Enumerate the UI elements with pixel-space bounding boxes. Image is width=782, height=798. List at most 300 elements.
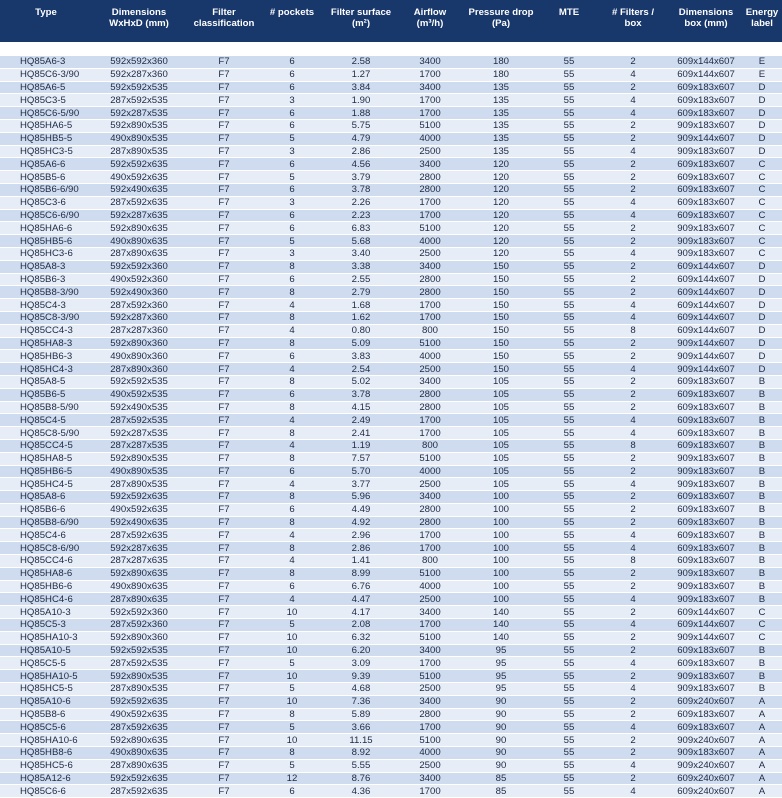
table-row [0, 145, 782, 158]
cell-energy-label: D [742, 132, 782, 145]
cell-dimensions: 287x592x360 [92, 299, 186, 312]
cell-mte: 55 [542, 350, 596, 363]
cell-filters-per-box: 4 [596, 209, 670, 222]
cell-pressure-drop: 105 [460, 401, 542, 414]
cell-pockets: 8 [262, 567, 322, 580]
cell-filters-per-box: 2 [596, 273, 670, 286]
cell-pressure-drop: 150 [460, 324, 542, 337]
cell-box-dimensions: 609x183x607 [670, 439, 742, 452]
cell-pressure-drop: 95 [460, 657, 542, 670]
table-row [0, 759, 782, 772]
cell-surface: 2.96 [322, 529, 400, 542]
cell-box-dimensions: 909x183x607 [670, 593, 742, 606]
cell-surface: 0.80 [322, 324, 400, 337]
table-row [0, 119, 782, 132]
cell-type: HQ85A10-3 [0, 606, 92, 619]
cell-filters-per-box: 4 [596, 593, 670, 606]
table-row [0, 247, 782, 260]
cell-dimensions: 287x592x535 [92, 657, 186, 670]
cell-surface: 3.84 [322, 81, 400, 94]
cell-classification: F7 [186, 375, 262, 388]
cell-surface: 1.88 [322, 107, 400, 120]
cell-classification: F7 [186, 260, 262, 273]
cell-airflow: 4000 [400, 580, 460, 593]
cell-box-dimensions: 909x183x607 [670, 683, 742, 696]
cell-energy-label: B [742, 516, 782, 529]
cell-pressure-drop: 85 [460, 785, 542, 798]
cell-mte: 55 [542, 772, 596, 785]
cell-pockets: 8 [262, 375, 322, 388]
cell-classification: F7 [186, 286, 262, 299]
cell-energy-label: B [742, 388, 782, 401]
table-row [0, 465, 782, 478]
cell-mte: 55 [542, 721, 596, 734]
table-row [0, 439, 782, 452]
cell-box-dimensions: 909x183x607 [670, 145, 742, 158]
table-row [0, 209, 782, 222]
cell-surface: 7.36 [322, 695, 400, 708]
cell-energy-label: B [742, 567, 782, 580]
cell-dimensions: 490x592x360 [92, 273, 186, 286]
cell-classification: F7 [186, 785, 262, 798]
cell-airflow: 1700 [400, 107, 460, 120]
cell-classification: F7 [186, 772, 262, 785]
cell-box-dimensions: 909x240x607 [670, 759, 742, 772]
cell-surface: 3.09 [322, 657, 400, 670]
cell-dimensions: 592x490x635 [92, 183, 186, 196]
cell-type: HQ85HB6-5 [0, 465, 92, 478]
cell-type: HQ85C8-6/90 [0, 542, 92, 555]
cell-airflow: 5100 [400, 222, 460, 235]
cell-type: HQ85C6-3/90 [0, 68, 92, 81]
cell-airflow: 1700 [400, 299, 460, 312]
cell-energy-label: C [742, 235, 782, 248]
cell-filters-per-box: 2 [596, 235, 670, 248]
cell-mte: 55 [542, 785, 596, 798]
cell-type: HQ85HB5-5 [0, 132, 92, 145]
header-gap [0, 42, 782, 56]
cell-dimensions: 490x890x360 [92, 350, 186, 363]
cell-pressure-drop: 150 [460, 337, 542, 350]
cell-box-dimensions: 609x144x607 [670, 260, 742, 273]
table-row [0, 427, 782, 440]
cell-filters-per-box: 2 [596, 350, 670, 363]
cell-classification: F7 [186, 337, 262, 350]
cell-mte: 55 [542, 683, 596, 696]
cell-dimensions: 592x592x635 [92, 772, 186, 785]
cell-mte: 55 [542, 695, 596, 708]
cell-mte: 55 [542, 491, 596, 504]
table-row [0, 324, 782, 337]
cell-classification: F7 [186, 555, 262, 568]
cell-energy-label: B [742, 465, 782, 478]
table-row [0, 286, 782, 299]
cell-airflow: 3400 [400, 260, 460, 273]
cell-classification: F7 [186, 465, 262, 478]
cell-type: HQ85B5-6 [0, 171, 92, 184]
cell-airflow: 2500 [400, 759, 460, 772]
cell-pockets: 4 [262, 593, 322, 606]
cell-airflow: 2500 [400, 247, 460, 260]
cell-energy-label: A [742, 721, 782, 734]
cell-type: HQ85HC5-5 [0, 683, 92, 696]
cell-type: HQ85A6-6 [0, 158, 92, 171]
cell-mte: 55 [542, 452, 596, 465]
cell-pressure-drop: 100 [460, 491, 542, 504]
cell-airflow: 2500 [400, 683, 460, 696]
cell-energy-label: C [742, 619, 782, 632]
cell-filters-per-box: 2 [596, 516, 670, 529]
cell-energy-label: D [742, 119, 782, 132]
cell-filters-per-box: 4 [596, 145, 670, 158]
cell-airflow: 1700 [400, 619, 460, 632]
cell-mte: 55 [542, 567, 596, 580]
cell-pockets: 4 [262, 529, 322, 542]
cell-classification: F7 [186, 68, 262, 81]
cell-mte: 55 [542, 631, 596, 644]
cell-surface: 1.27 [322, 68, 400, 81]
cell-filters-per-box: 2 [596, 260, 670, 273]
cell-dimensions: 287x890x535 [92, 683, 186, 696]
table-row [0, 196, 782, 209]
cell-surface: 2.26 [322, 196, 400, 209]
cell-classification: F7 [186, 734, 262, 747]
cell-surface: 11.15 [322, 734, 400, 747]
cell-filters-per-box: 2 [596, 747, 670, 760]
cell-filters-per-box: 2 [596, 183, 670, 196]
cell-classification: F7 [186, 516, 262, 529]
cell-type: HQ85HB5-6 [0, 235, 92, 248]
cell-classification: F7 [186, 708, 262, 721]
cell-mte: 55 [542, 593, 596, 606]
cell-surface: 2.55 [322, 273, 400, 286]
cell-energy-label: B [742, 478, 782, 491]
cell-surface: 2.79 [322, 286, 400, 299]
cell-surface: 4.68 [322, 683, 400, 696]
cell-energy-label: A [742, 695, 782, 708]
table-row [0, 68, 782, 81]
cell-classification: F7 [186, 56, 262, 68]
cell-box-dimensions: 909x183x607 [670, 465, 742, 478]
cell-dimensions: 287x890x635 [92, 759, 186, 772]
cell-surface: 3.83 [322, 350, 400, 363]
table-body [0, 42, 782, 798]
cell-type: HQ85B6-3 [0, 273, 92, 286]
table-row [0, 683, 782, 696]
table-row [0, 363, 782, 376]
cell-dimensions: 592x287x635 [92, 542, 186, 555]
cell-filters-per-box: 2 [596, 670, 670, 683]
table-row [0, 235, 782, 248]
cell-filters-per-box: 2 [596, 465, 670, 478]
cell-box-dimensions: 609x183x607 [670, 158, 742, 171]
cell-airflow: 3400 [400, 606, 460, 619]
cell-filters-per-box: 2 [596, 286, 670, 299]
cell-pockets: 8 [262, 542, 322, 555]
cell-type: HQ85HB6-3 [0, 350, 92, 363]
cell-mte: 55 [542, 171, 596, 184]
cell-filters-per-box: 2 [596, 337, 670, 350]
cell-dimensions: 592x592x635 [92, 695, 186, 708]
cell-airflow: 3400 [400, 158, 460, 171]
cell-energy-label: B [742, 593, 782, 606]
cell-airflow: 1700 [400, 529, 460, 542]
header-filters-per-box: # Filters / box [596, 0, 670, 42]
cell-type: HQ85HB6-6 [0, 580, 92, 593]
cell-pockets: 10 [262, 606, 322, 619]
cell-type: HQ85C6-5/90 [0, 107, 92, 120]
cell-dimensions: 287x890x360 [92, 363, 186, 376]
cell-pressure-drop: 105 [460, 465, 542, 478]
cell-filters-per-box: 2 [596, 708, 670, 721]
cell-dimensions: 490x592x635 [92, 503, 186, 516]
cell-pockets: 3 [262, 247, 322, 260]
cell-surface: 8.92 [322, 747, 400, 760]
cell-dimensions: 592x592x635 [92, 158, 186, 171]
table-row [0, 414, 782, 427]
cell-classification: F7 [186, 196, 262, 209]
cell-mte: 55 [542, 235, 596, 248]
cell-classification: F7 [186, 542, 262, 555]
cell-box-dimensions: 609x183x607 [670, 721, 742, 734]
cell-dimensions: 592x287x535 [92, 107, 186, 120]
cell-pockets: 5 [262, 171, 322, 184]
cell-box-dimensions: 609x183x607 [670, 708, 742, 721]
cell-type: HQ85HA6-6 [0, 222, 92, 235]
cell-mte: 55 [542, 465, 596, 478]
cell-energy-label: D [742, 94, 782, 107]
cell-filters-per-box: 2 [596, 734, 670, 747]
cell-box-dimensions: 909x144x607 [670, 350, 742, 363]
cell-airflow: 3400 [400, 56, 460, 68]
cell-mte: 55 [542, 529, 596, 542]
table-row [0, 695, 782, 708]
cell-filters-per-box: 4 [596, 529, 670, 542]
table-row [0, 81, 782, 94]
cell-filters-per-box: 2 [596, 567, 670, 580]
cell-pockets: 6 [262, 350, 322, 363]
cell-pockets: 10 [262, 631, 322, 644]
cell-dimensions: 287x592x635 [92, 721, 186, 734]
cell-pressure-drop: 135 [460, 145, 542, 158]
cell-energy-label: A [742, 785, 782, 798]
cell-mte: 55 [542, 503, 596, 516]
cell-mte: 55 [542, 247, 596, 260]
cell-dimensions: 490x592x635 [92, 708, 186, 721]
cell-surface: 1.41 [322, 555, 400, 568]
cell-box-dimensions: 609x183x607 [670, 171, 742, 184]
cell-dimensions: 287x592x635 [92, 196, 186, 209]
table-row [0, 670, 782, 683]
cell-box-dimensions: 909x183x607 [670, 567, 742, 580]
cell-surface: 3.79 [322, 171, 400, 184]
cell-dimensions: 592x890x535 [92, 452, 186, 465]
cell-mte: 55 [542, 337, 596, 350]
cell-mte: 55 [542, 311, 596, 324]
cell-dimensions: 490x890x535 [92, 465, 186, 478]
cell-airflow: 1700 [400, 311, 460, 324]
cell-dimensions: 592x592x635 [92, 491, 186, 504]
cell-mte: 55 [542, 375, 596, 388]
cell-pockets: 5 [262, 721, 322, 734]
cell-type: HQ85HA6-5 [0, 119, 92, 132]
cell-box-dimensions: 909x144x607 [670, 337, 742, 350]
cell-box-dimensions: 609x240x607 [670, 785, 742, 798]
cell-pressure-drop: 135 [460, 81, 542, 94]
cell-filters-per-box: 4 [596, 619, 670, 632]
cell-dimensions: 592x592x535 [92, 81, 186, 94]
cell-airflow: 1700 [400, 427, 460, 440]
cell-type: HQ85HA8-6 [0, 567, 92, 580]
cell-type: HQ85B6-5 [0, 388, 92, 401]
cell-box-dimensions: 609x144x607 [670, 286, 742, 299]
cell-pressure-drop: 135 [460, 107, 542, 120]
cell-mte: 55 [542, 747, 596, 760]
cell-energy-label: D [742, 107, 782, 120]
cell-type: HQ85HA10-5 [0, 670, 92, 683]
cell-classification: F7 [186, 695, 262, 708]
cell-box-dimensions: 609x144x607 [670, 56, 742, 68]
cell-filters-per-box: 4 [596, 721, 670, 734]
cell-type: HQ85HA8-5 [0, 452, 92, 465]
cell-surface: 1.19 [322, 439, 400, 452]
cell-classification: F7 [186, 311, 262, 324]
cell-classification: F7 [186, 644, 262, 657]
cell-airflow: 2800 [400, 708, 460, 721]
cell-filters-per-box: 4 [596, 299, 670, 312]
cell-type: HQ85C4-6 [0, 529, 92, 542]
cell-airflow: 2800 [400, 273, 460, 286]
cell-box-dimensions: 609x183x607 [670, 491, 742, 504]
cell-energy-label: C [742, 196, 782, 209]
cell-filters-per-box: 4 [596, 683, 670, 696]
cell-airflow: 1700 [400, 94, 460, 107]
cell-box-dimensions: 609x144x607 [670, 606, 742, 619]
cell-box-dimensions: 609x183x607 [670, 529, 742, 542]
cell-box-dimensions: 609x240x607 [670, 772, 742, 785]
cell-energy-label: B [742, 375, 782, 388]
table-row [0, 158, 782, 171]
cell-pressure-drop: 150 [460, 286, 542, 299]
cell-dimensions: 592x890x535 [92, 119, 186, 132]
cell-filters-per-box: 4 [596, 94, 670, 107]
table-row [0, 452, 782, 465]
cell-classification: F7 [186, 452, 262, 465]
cell-classification: F7 [186, 363, 262, 376]
cell-classification: F7 [186, 350, 262, 363]
cell-pressure-drop: 95 [460, 670, 542, 683]
cell-box-dimensions: 909x144x607 [670, 132, 742, 145]
cell-mte: 55 [542, 644, 596, 657]
cell-airflow: 1700 [400, 721, 460, 734]
cell-airflow: 2800 [400, 503, 460, 516]
cell-energy-label: D [742, 260, 782, 273]
cell-pressure-drop: 120 [460, 158, 542, 171]
cell-mte: 55 [542, 427, 596, 440]
cell-surface: 5.70 [322, 465, 400, 478]
table-row [0, 631, 782, 644]
cell-pockets: 10 [262, 644, 322, 657]
cell-mte: 55 [542, 555, 596, 568]
cell-pockets: 10 [262, 695, 322, 708]
header-airflow: Airflow (m³/h) [400, 0, 460, 42]
cell-surface: 4.56 [322, 158, 400, 171]
table-row [0, 94, 782, 107]
cell-dimensions: 592x287x360 [92, 311, 186, 324]
cell-airflow: 800 [400, 324, 460, 337]
cell-pockets: 6 [262, 119, 322, 132]
cell-filters-per-box: 4 [596, 68, 670, 81]
cell-type: HQ85C8-5/90 [0, 427, 92, 440]
cell-classification: F7 [186, 299, 262, 312]
cell-surface: 2.86 [322, 542, 400, 555]
header-box-dimensions: Dimensions box (mm) [670, 0, 742, 42]
cell-mte: 55 [542, 670, 596, 683]
cell-filters-per-box: 2 [596, 56, 670, 68]
cell-classification: F7 [186, 158, 262, 171]
cell-type: HQ85C5-6 [0, 721, 92, 734]
cell-type: HQ85HC4-5 [0, 478, 92, 491]
table-row [0, 132, 782, 145]
cell-box-dimensions: 909x183x607 [670, 478, 742, 491]
cell-pressure-drop: 150 [460, 273, 542, 286]
cell-energy-label: D [742, 286, 782, 299]
cell-airflow: 2800 [400, 516, 460, 529]
cell-airflow: 4000 [400, 465, 460, 478]
cell-filters-per-box: 4 [596, 311, 670, 324]
cell-mte: 55 [542, 94, 596, 107]
cell-mte: 55 [542, 158, 596, 171]
cell-type: HQ85C6-6 [0, 785, 92, 798]
cell-box-dimensions: 609x183x607 [670, 81, 742, 94]
cell-classification: F7 [186, 209, 262, 222]
cell-box-dimensions: 609x144x607 [670, 324, 742, 337]
cell-dimensions: 287x890x535 [92, 145, 186, 158]
cell-pressure-drop: 100 [460, 567, 542, 580]
header-type: Type [0, 0, 92, 42]
cell-filters-per-box: 2 [596, 171, 670, 184]
cell-box-dimensions: 609x183x607 [670, 375, 742, 388]
cell-mte: 55 [542, 619, 596, 632]
cell-dimensions: 490x890x635 [92, 580, 186, 593]
cell-pressure-drop: 95 [460, 683, 542, 696]
cell-pockets: 10 [262, 670, 322, 683]
cell-classification: F7 [186, 529, 262, 542]
cell-energy-label: D [742, 81, 782, 94]
cell-surface: 2.86 [322, 145, 400, 158]
cell-pressure-drop: 140 [460, 606, 542, 619]
cell-surface: 4.79 [322, 132, 400, 145]
cell-airflow: 2800 [400, 183, 460, 196]
header-pressure-drop: Pressure drop (Pa) [460, 0, 542, 42]
cell-energy-label: C [742, 171, 782, 184]
cell-energy-label: D [742, 324, 782, 337]
table-row [0, 375, 782, 388]
cell-type: HQ85HA8-3 [0, 337, 92, 350]
cell-dimensions: 490x890x635 [92, 747, 186, 760]
cell-box-dimensions: 609x144x607 [670, 299, 742, 312]
cell-box-dimensions: 909x144x607 [670, 631, 742, 644]
cell-mte: 55 [542, 209, 596, 222]
cell-type: HQ85A10-6 [0, 695, 92, 708]
cell-filters-per-box: 4 [596, 657, 670, 670]
header-mte: MTE [542, 0, 596, 42]
cell-surface: 1.68 [322, 299, 400, 312]
cell-filters-per-box: 4 [596, 542, 670, 555]
table-row [0, 580, 782, 593]
cell-airflow: 2800 [400, 286, 460, 299]
cell-surface: 3.78 [322, 183, 400, 196]
